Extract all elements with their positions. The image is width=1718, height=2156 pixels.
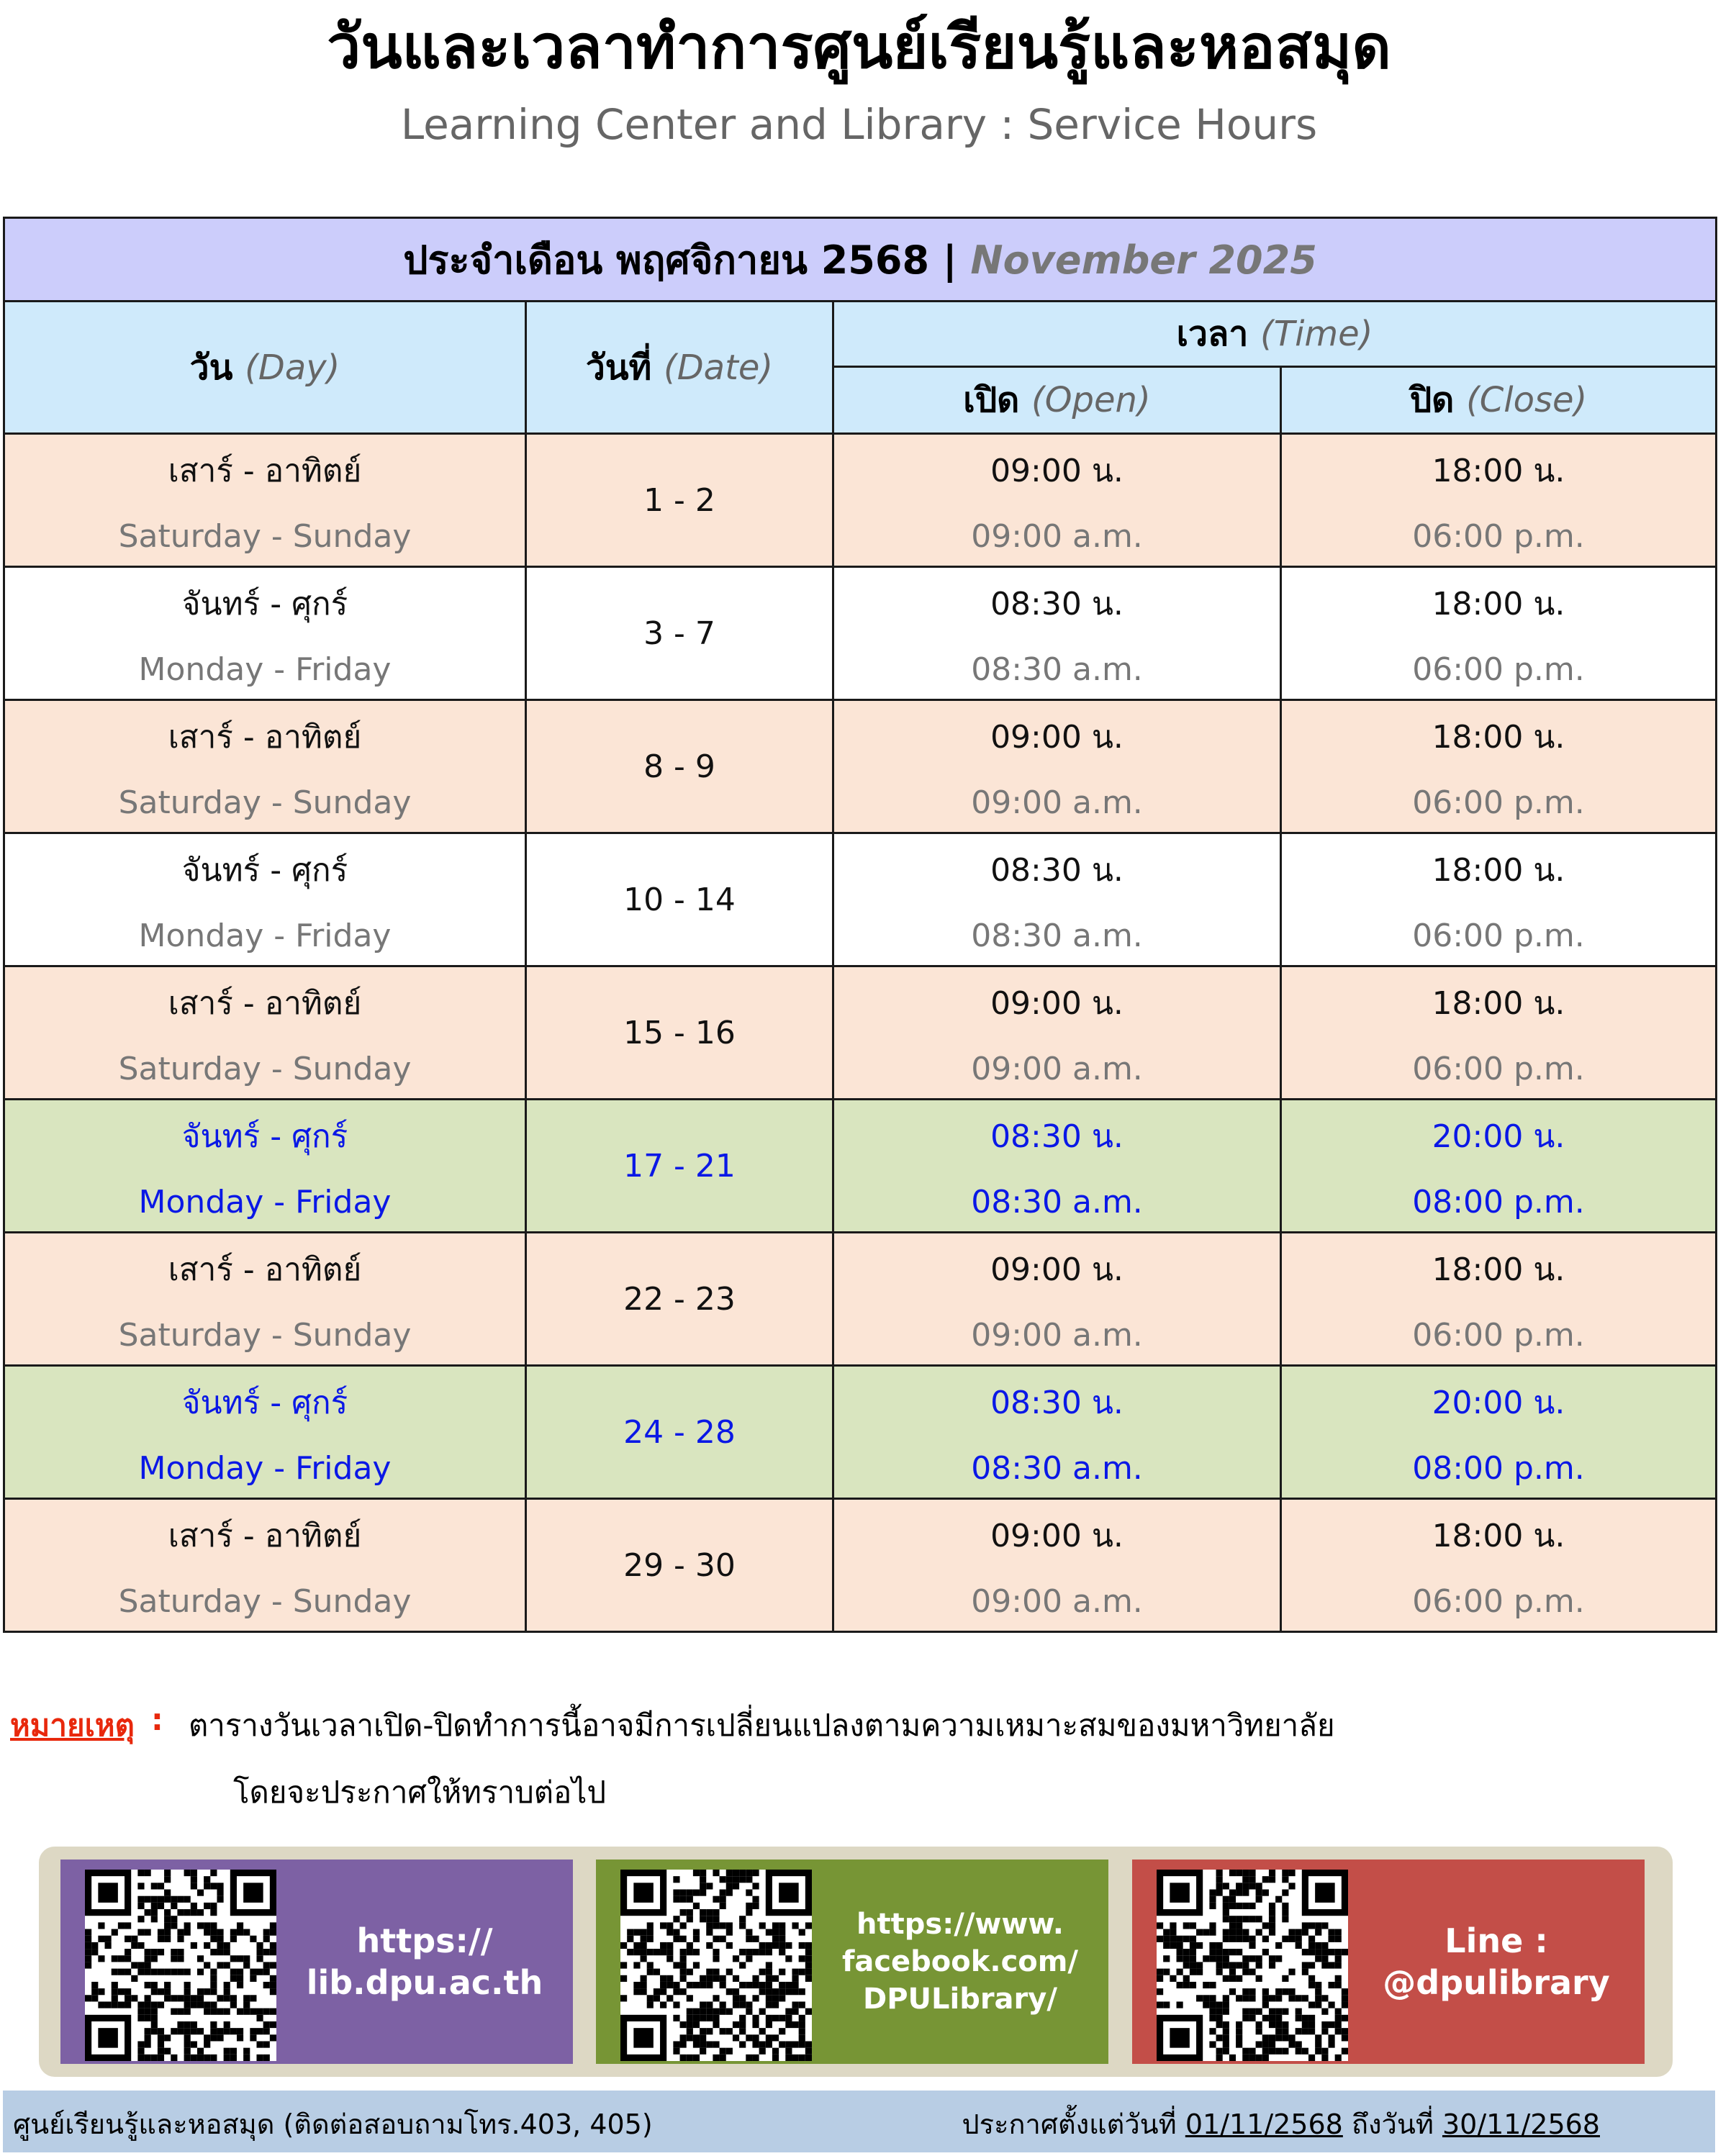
date-cell: 24 - 28 [526, 1366, 833, 1499]
open-cell-en: 09:00 a.m. [971, 1316, 1143, 1354]
facebook-link-line-2: facebook.com/ [841, 1945, 1079, 1978]
open-cell-en: 08:30 a.m. [971, 1183, 1143, 1220]
header-day-en: (Day) [245, 347, 340, 388]
facebook-link-panel[interactable] [596, 1860, 1108, 2064]
open-cell [833, 434, 1281, 567]
day-cell-th: จันทร์ - ศุกร์ [181, 852, 348, 889]
header-open-th: เปิด [963, 380, 1020, 420]
open-cell-en: 08:30 a.m. [971, 651, 1143, 688]
close-cell [1281, 1100, 1717, 1233]
close-cell [1281, 1499, 1717, 1632]
day-cell-en: Saturday - Sunday [118, 517, 412, 555]
schedule-body [4, 434, 1717, 1632]
close-cell-en: 06:00 p.m. [1412, 517, 1585, 555]
open-cell [833, 700, 1281, 833]
open-cell-en: 09:00 a.m. [971, 1050, 1143, 1087]
close-cell [1281, 700, 1717, 833]
header-time [833, 302, 1717, 367]
day-cell [4, 1100, 526, 1233]
date-cell: 22 - 23 [526, 1233, 833, 1366]
open-cell-th: 09:00 น. [990, 1251, 1124, 1289]
table-row [4, 1366, 1717, 1499]
close-cell-en: 06:00 p.m. [1412, 1316, 1585, 1354]
website-link-panel[interactable] [60, 1860, 573, 2064]
date-cell: 8 - 9 [526, 700, 833, 833]
close-cell-th: 20:00 น. [1432, 1385, 1565, 1422]
day-cell-th: จันทร์ - ศุกร์ [181, 1118, 348, 1156]
line-link-line-2: @dpulibrary [1383, 1963, 1610, 2002]
open-cell-th: 08:30 น. [990, 1118, 1124, 1156]
note-colon: : [151, 1702, 163, 1737]
announce-to-label: ถึงวันที่ [1351, 2109, 1434, 2140]
note-line-2: โดยจะประกาศให้ทราบต่อไป [233, 1775, 607, 1810]
table-row [4, 1499, 1717, 1632]
month-header [4, 218, 1717, 302]
day-cell-th: เสาร์ - อาทิตย์ [168, 1518, 362, 1555]
open-cell-th: 09:00 น. [990, 1518, 1124, 1555]
day-cell-en: Saturday - Sunday [118, 1316, 412, 1354]
close-cell-th: 18:00 น. [1432, 1518, 1565, 1555]
qr-code-icon [620, 1870, 812, 2061]
open-cell-th: 09:00 น. [990, 985, 1124, 1023]
open-cell-en: 09:00 a.m. [971, 784, 1143, 821]
header-date [526, 302, 833, 434]
month-separator: | [942, 237, 957, 283]
close-cell-th: 18:00 น. [1432, 1251, 1565, 1289]
open-cell-th: 08:30 น. [990, 586, 1124, 623]
close-cell-th: 18:00 น. [1432, 852, 1565, 889]
line-link-line-1: Line : [1445, 1921, 1548, 1960]
day-cell-th: เสาร์ - อาทิตย์ [168, 985, 362, 1023]
date-cell: 3 - 7 [526, 567, 833, 700]
close-cell [1281, 434, 1717, 567]
header-close-th: ปิด [1409, 380, 1455, 420]
header-open-en: (Open) [1031, 380, 1151, 420]
day-cell [4, 1233, 526, 1366]
close-cell-en: 06:00 p.m. [1412, 651, 1585, 688]
close-cell-en: 06:00 p.m. [1412, 784, 1585, 821]
day-cell-th: เสาร์ - อาทิตย์ [168, 1251, 362, 1289]
website-link-line-1: https:// [356, 1921, 493, 1960]
announce-prefix: ประกาศตั้งแต่วันที่ [962, 2109, 1177, 2140]
open-cell-en: 08:30 a.m. [971, 917, 1143, 954]
close-cell-en: 08:00 p.m. [1412, 1449, 1585, 1487]
date-cell: 10 - 14 [526, 833, 833, 966]
line-link-text[interactable] [1355, 1860, 1637, 2064]
open-cell-th: 09:00 น. [990, 719, 1124, 756]
table-row [4, 700, 1717, 833]
open-cell-th: 08:30 น. [990, 1385, 1124, 1422]
date-cell: 1 - 2 [526, 434, 833, 567]
header-date-th: วันที่ [585, 347, 652, 388]
table-row [4, 567, 1717, 700]
day-cell [4, 1499, 526, 1632]
announce-start-date: 01/11/2568 [1185, 2109, 1343, 2140]
open-cell-en: 09:00 a.m. [971, 517, 1143, 555]
day-cell [4, 966, 526, 1100]
table-row [4, 1100, 1717, 1233]
day-cell-th: เสาร์ - อาทิตย์ [168, 453, 362, 490]
schedule-table [3, 217, 1717, 1633]
note-line-1: ตารางวันเวลาเปิด-ปิดทำการนี้อาจมีการเปลี่ยนแปลงตามความเหมาะสมของมหาวิทยาลัย [189, 1708, 1335, 1743]
website-link-line-2: lib.dpu.ac.th [306, 1963, 543, 2002]
open-cell [833, 833, 1281, 966]
month-th: ประจำเดือน พฤศจิกายน 2568 [403, 237, 930, 283]
note-label: หมายเหตุ [10, 1708, 135, 1743]
header-time-en: (Time) [1260, 314, 1373, 354]
close-cell-en: 06:00 p.m. [1412, 1582, 1585, 1620]
qr-code-icon [85, 1870, 276, 2061]
close-cell-th: 18:00 น. [1432, 453, 1565, 490]
close-cell-th: 18:00 น. [1432, 719, 1565, 756]
table-row [4, 833, 1717, 966]
close-cell-en: 06:00 p.m. [1412, 917, 1585, 954]
day-cell-en: Monday - Friday [138, 651, 392, 688]
facebook-link-text[interactable] [819, 1860, 1101, 2064]
footer-announcement [962, 2102, 1600, 2146]
day-cell [4, 833, 526, 966]
footer-contact: ศูนย์เรียนรู้และหอสมุด (ติดต่อสอบถามโทร.403, 405) [13, 2109, 653, 2140]
page-subtitle: Learning Center and Library : Service Hours [400, 100, 1318, 149]
close-cell-en: 08:00 p.m. [1412, 1183, 1585, 1220]
open-cell [833, 1499, 1281, 1632]
day-cell-en: Saturday - Sunday [118, 1582, 412, 1620]
header-date-en: (Date) [663, 347, 774, 388]
facebook-link-line-3: DPULibrary/ [863, 1983, 1057, 2016]
column-header-row [4, 302, 1717, 367]
day-cell-en: Monday - Friday [138, 1183, 392, 1220]
date-cell: 29 - 30 [526, 1499, 833, 1632]
header-close [1281, 367, 1717, 434]
day-cell [4, 567, 526, 700]
day-cell [4, 700, 526, 833]
day-cell-th: เสาร์ - อาทิตย์ [168, 719, 362, 756]
open-cell [833, 567, 1281, 700]
close-cell [1281, 567, 1717, 700]
month-en: November 2025 [970, 237, 1317, 283]
open-cell-th: 09:00 น. [990, 453, 1124, 490]
day-cell-th: จันทร์ - ศุกร์ [181, 586, 348, 623]
close-cell-en: 06:00 p.m. [1412, 1050, 1585, 1087]
footer-bar [3, 2091, 1715, 2152]
day-cell [4, 434, 526, 567]
table-row [4, 966, 1717, 1100]
close-cell-th: 18:00 น. [1432, 586, 1565, 623]
open-cell [833, 1233, 1281, 1366]
open-cell [833, 1100, 1281, 1233]
line-link-panel[interactable] [1132, 1860, 1645, 2064]
close-cell [1281, 966, 1717, 1100]
close-cell [1281, 833, 1717, 966]
close-cell [1281, 1366, 1717, 1499]
header-day-th: วัน [189, 347, 233, 388]
close-cell-th: 20:00 น. [1432, 1118, 1565, 1156]
facebook-link-line-1: https://www. [856, 1908, 1064, 1941]
open-cell [833, 1366, 1281, 1499]
close-cell-th: 18:00 น. [1432, 985, 1565, 1023]
header-day [4, 302, 526, 434]
open-cell-th: 08:30 น. [990, 852, 1124, 889]
day-cell-en: Saturday - Sunday [118, 784, 412, 821]
day-cell-en: Monday - Friday [138, 1449, 392, 1487]
date-cell: 15 - 16 [526, 966, 833, 1100]
announce-end-date: 30/11/2568 [1442, 2109, 1600, 2140]
open-cell [833, 966, 1281, 1100]
table-row [4, 434, 1717, 567]
day-cell-en: Monday - Friday [138, 917, 392, 954]
day-cell [4, 1366, 526, 1499]
close-cell [1281, 1233, 1717, 1366]
table-row [4, 1233, 1717, 1366]
month-header-row [4, 218, 1717, 302]
open-cell-en: 08:30 a.m. [971, 1449, 1143, 1487]
header-open [833, 367, 1281, 434]
header-close-en: (Close) [1466, 380, 1588, 420]
header-time-th: เวลา [1176, 314, 1249, 354]
open-cell-en: 09:00 a.m. [971, 1582, 1143, 1620]
day-cell-en: Saturday - Sunday [118, 1050, 412, 1087]
day-cell-th: จันทร์ - ศุกร์ [181, 1385, 348, 1422]
date-cell: 17 - 21 [526, 1100, 833, 1233]
page-title: วันและเวลาทำการศูนย์เรียนรู้และหอสมุด [327, 12, 1391, 82]
contact-links-bar [39, 1847, 1673, 2077]
qr-code-icon [1157, 1870, 1348, 2061]
website-link-text[interactable] [284, 1860, 566, 2064]
